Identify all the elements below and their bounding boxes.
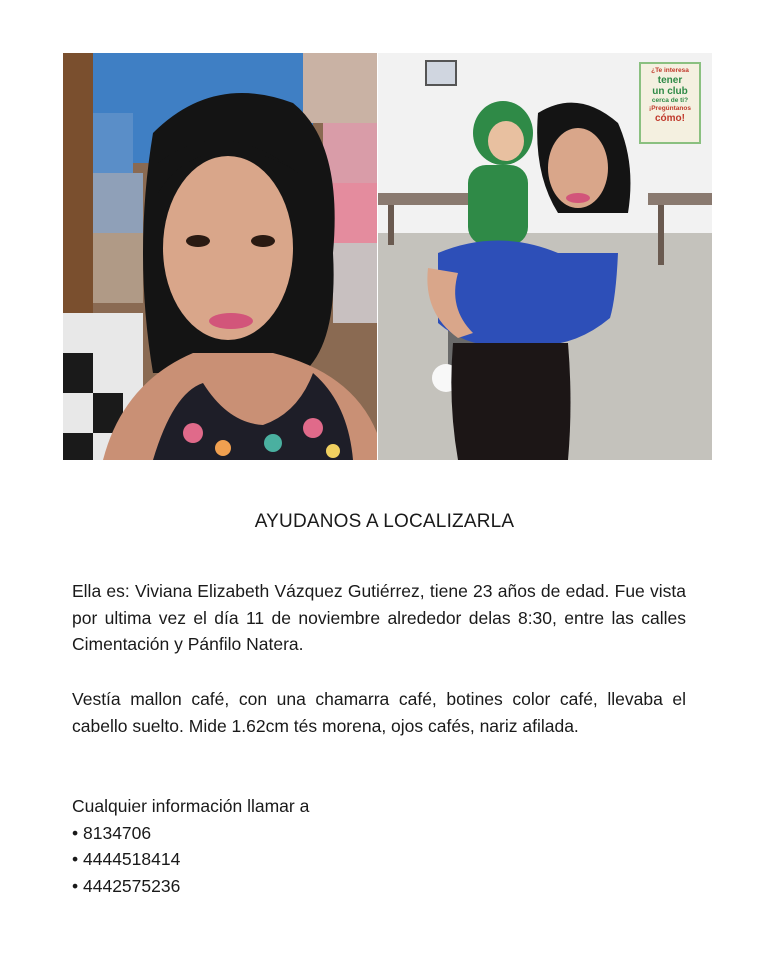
portrait-image	[63, 53, 377, 460]
poster-line-2: tener	[657, 75, 683, 86]
description-paragraph-1: Ella es: Viviana Elizabeth Vázquez Gutiérrez, tiene 23 años de edad. Fue vista por ultima vez el día 11 de noviembre alrededor delas 8:30, entre las calles Cimentación y Pánfilo Natera.	[72, 581, 686, 654]
photo-left	[63, 53, 377, 460]
poster-sign	[642, 67, 698, 124]
page-title: AYUDANOS A LOCALIZARLA	[254, 511, 515, 532]
phone-number-2: • 4444518414	[72, 846, 309, 873]
poster-line-3: un club	[652, 86, 688, 97]
phone-list	[72, 820, 309, 900]
phone-number-3: • 4442575236	[72, 873, 309, 900]
description-paragraph-2: Vestía mallon café, con una chamarra café, botines color café, llevaba el cabello suelto. Mide 1.62cm tés morena, ojos cafés, nariz afilada.	[72, 689, 686, 736]
phone-number-1: • 8134706	[72, 820, 309, 847]
poster-line-6: cómo!	[655, 113, 685, 124]
photo-right	[378, 53, 712, 460]
contact-section	[72, 793, 309, 899]
poster-line-1: ¿Te interesa	[651, 67, 689, 74]
poster-line-4: cerca de ti?	[651, 97, 689, 104]
poster-line-5: ¡Pregúntanos	[649, 105, 691, 112]
contact-intro: Cualquier información llamar a	[72, 796, 310, 816]
